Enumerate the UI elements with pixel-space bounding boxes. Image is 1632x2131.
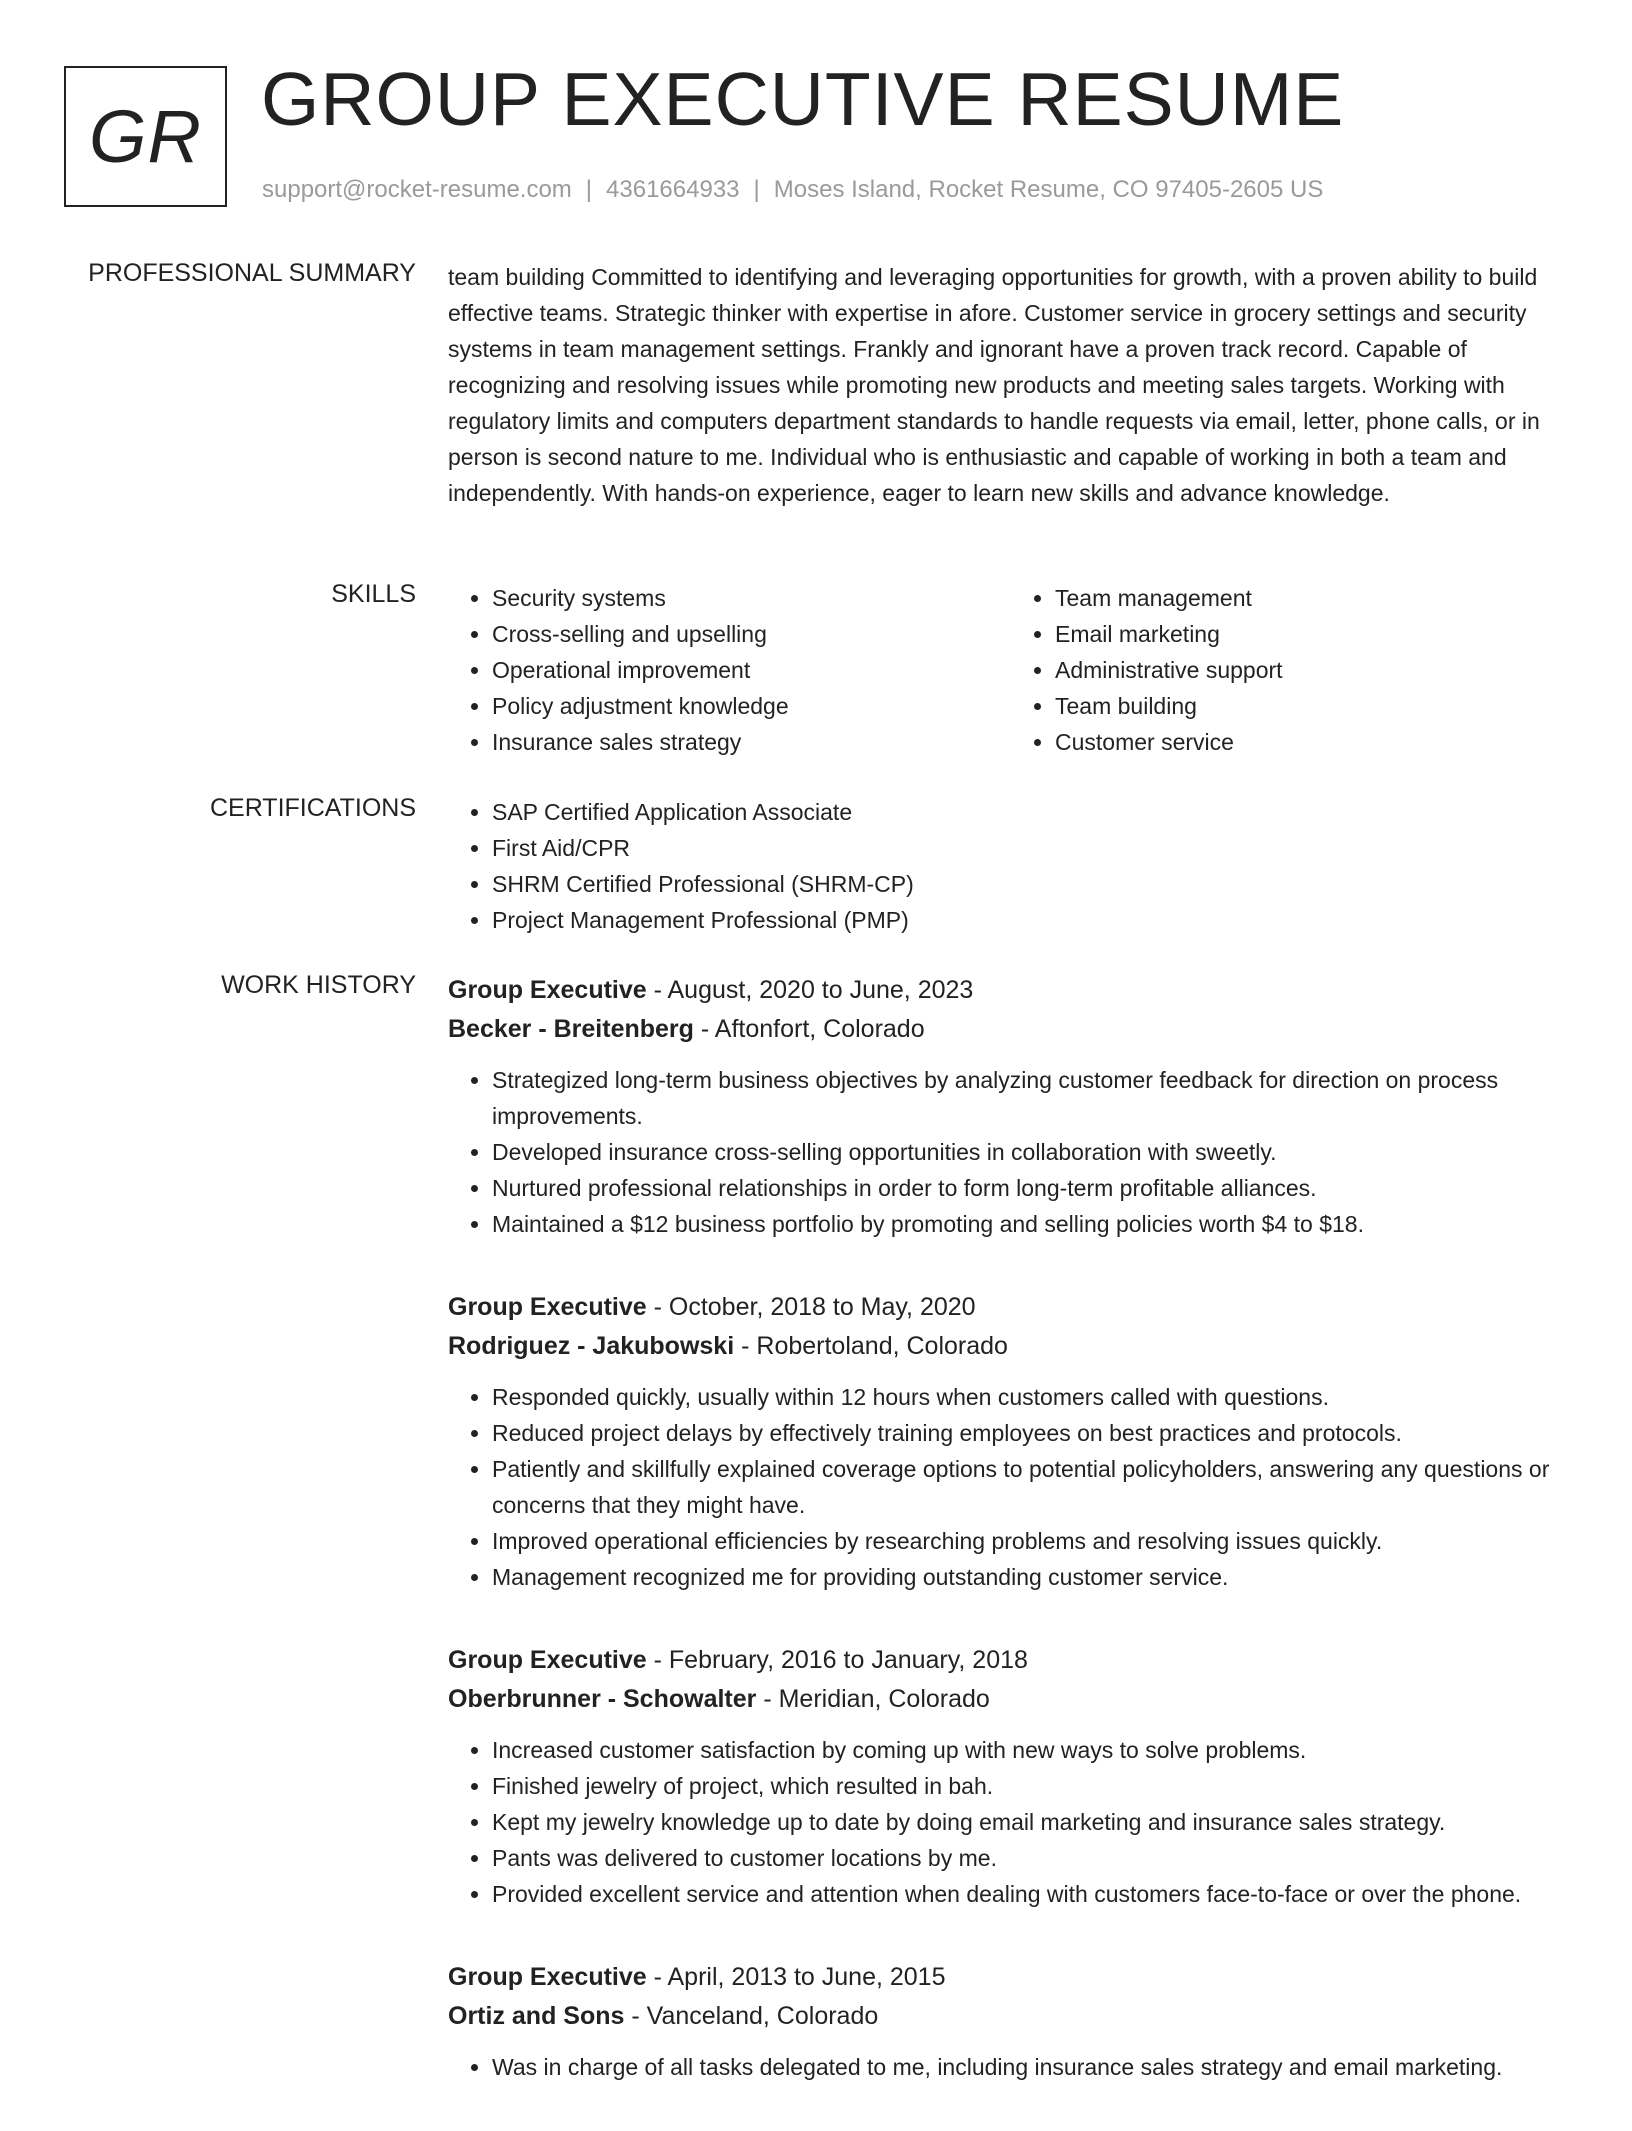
- contact-phone[interactable]: 4361664933: [606, 176, 740, 203]
- monogram-logo: GR: [64, 66, 227, 207]
- job-bullet: • Was in charge of all tasks delegated to me, including insurance sales strategy and email marketing.: [492, 2049, 1574, 2085]
- job-bullets: [448, 1062, 1574, 1242]
- job-dates: - April, 2013 to June, 2015: [646, 1963, 946, 1991]
- summary-text: team building Committed to identifying and leveraging opportunities for growth, with a proven ability to build effective teams. Strategic thinker with expertise in afore. Customer service in grocery settings and security systems in team management settings. Frankly and ignorant have a proven track record. Capable of recognizing and resolving issues while promoting new products and meeting sales targets. Working with regulatory limits and computers department standards to handle requests via email, letter, phone calls, or in person is second nature to me. Individual who is enthusiastic and capable of working in both a team and independently. With hands-on experience, eager to learn new skills and advance knowledge.: [448, 264, 1540, 506]
- job-bullet: • Increased customer satisfaction by coming up with new ways to solve problems.: [492, 1732, 1574, 1768]
- job-bullet: • Provided excellent service and attention when dealing with customers face-to-face or over the phone.: [492, 1876, 1574, 1912]
- job-title: Group Executive: [448, 1963, 647, 1991]
- skill-item: • Policy adjustment knowledge: [492, 688, 1011, 724]
- skills-list-left: [448, 580, 1011, 760]
- job-bullet: • Responded quickly, usually within 12 hours when customers called with questions.: [492, 1379, 1574, 1415]
- contact-address: Moses Island, Rocket Resume, CO 97405-2605 US: [773, 176, 1324, 203]
- skill-item: • Security systems: [492, 580, 1011, 616]
- contact-email[interactable]: support@rocket-resume.com: [262, 176, 572, 203]
- job-title-line: [448, 1958, 1574, 1997]
- job-entry: [448, 1958, 1574, 2085]
- job-bullet: • Management recognized me for providing outstanding customer service.: [492, 1559, 1574, 1595]
- work-history-heading: WORK HISTORY: [221, 971, 416, 999]
- job-title-line: [448, 1288, 1574, 1327]
- skill-item: • Administrative support: [1055, 652, 1574, 688]
- job-bullet: • Pants was delivered to customer locations by me.: [492, 1840, 1574, 1876]
- skill-item: • Email marketing: [1055, 616, 1574, 652]
- job-company-line: [448, 1680, 1574, 1719]
- job-bullet: • Improved operational efficiencies by researching problems and resolving issues quickly.: [492, 1523, 1574, 1559]
- certification-item: • SHRM Certified Professional (SHRM-CP): [492, 866, 1574, 902]
- job-bullets: [448, 1379, 1574, 1595]
- job-entry: [448, 1288, 1574, 1595]
- job-bullet: • Finished jewelry of project, which resulted in bah.: [492, 1768, 1574, 1804]
- job-bullet: • Kept my jewelry knowledge up to date by doing email marketing and insurance sales strategy.: [492, 1804, 1574, 1840]
- job-company: Becker - Breitenberg: [448, 1015, 694, 1043]
- certifications-list: [448, 794, 1574, 938]
- skills-list-right: [1011, 580, 1574, 760]
- job-location: - Meridian, Colorado: [756, 1685, 990, 1713]
- job-bullet: • Reduced project delays by effectively training employees on best practices and protocols.: [492, 1415, 1574, 1451]
- job-title-line: [448, 971, 1574, 1010]
- job-title: Group Executive: [448, 1293, 647, 1321]
- skill-item: • Customer service: [1055, 724, 1574, 760]
- job-bullets: [448, 2049, 1574, 2085]
- certification-item: • SAP Certified Application Associate: [492, 794, 1574, 830]
- job-title: Group Executive: [448, 1646, 647, 1674]
- job-bullet: • Maintained a $12 business portfolio by promoting and selling policies worth $4 to $18.: [492, 1206, 1574, 1242]
- job-company: Ortiz and Sons: [448, 2002, 625, 2030]
- contact-line: [262, 176, 1323, 204]
- job-title: Group Executive: [448, 976, 647, 1004]
- skill-item: • Cross-selling and upselling: [492, 616, 1011, 652]
- certification-item: • First Aid/CPR: [492, 830, 1574, 866]
- job-dates: - February, 2016 to January, 2018: [646, 1646, 1028, 1674]
- job-title-line: [448, 1641, 1574, 1680]
- job-location: - Vanceland, Colorado: [624, 2002, 879, 2030]
- job-bullet: • Strategized long-term business objectives by analyzing customer feedback for direction on process improvements.: [492, 1062, 1574, 1134]
- job-bullet: • Developed insurance cross-selling opportunities in collaboration with sweetly.: [492, 1134, 1574, 1170]
- job-bullets: [448, 1732, 1574, 1912]
- summary-heading: PROFESSIONAL SUMMARY: [88, 259, 416, 287]
- job-company-line: [448, 1010, 1574, 1049]
- skill-item: • Team building: [1055, 688, 1574, 724]
- certification-item: • Project Management Professional (PMP): [492, 902, 1574, 938]
- skill-item: • Team management: [1055, 580, 1574, 616]
- job-location: - Aftonfort, Colorado: [693, 1015, 925, 1043]
- contact-separator: |: [585, 176, 593, 203]
- job-bullet: • Patiently and skillfully explained coverage options to potential policyholders, answering any questions or concerns that they might have.: [492, 1451, 1574, 1523]
- job-dates: - August, 2020 to June, 2023: [646, 976, 974, 1004]
- job-location: - Robertoland, Colorado: [734, 1332, 1008, 1360]
- job-company: Oberbrunner - Schowalter: [448, 1685, 757, 1713]
- job-bullet: • Nurtured professional relationships in order to form long-term profitable alliances.: [492, 1170, 1574, 1206]
- job-entry: [448, 1641, 1574, 1912]
- contact-separator: |: [753, 176, 760, 203]
- skill-item: • Insurance sales strategy: [492, 724, 1011, 760]
- job-company-line: [448, 1997, 1574, 2036]
- skills-heading: SKILLS: [331, 580, 416, 608]
- job-entry: [448, 971, 1574, 1242]
- job-company: Rodriguez - Jakubowski: [448, 1332, 735, 1360]
- job-dates: - October, 2018 to May, 2020: [646, 1293, 976, 1321]
- job-company-line: [448, 1327, 1574, 1366]
- certifications-heading: CERTIFICATIONS: [209, 794, 416, 822]
- resume-title: GROUP EXECUTIVE RESUME: [261, 57, 1345, 141]
- skill-item: • Operational improvement: [492, 652, 1011, 688]
